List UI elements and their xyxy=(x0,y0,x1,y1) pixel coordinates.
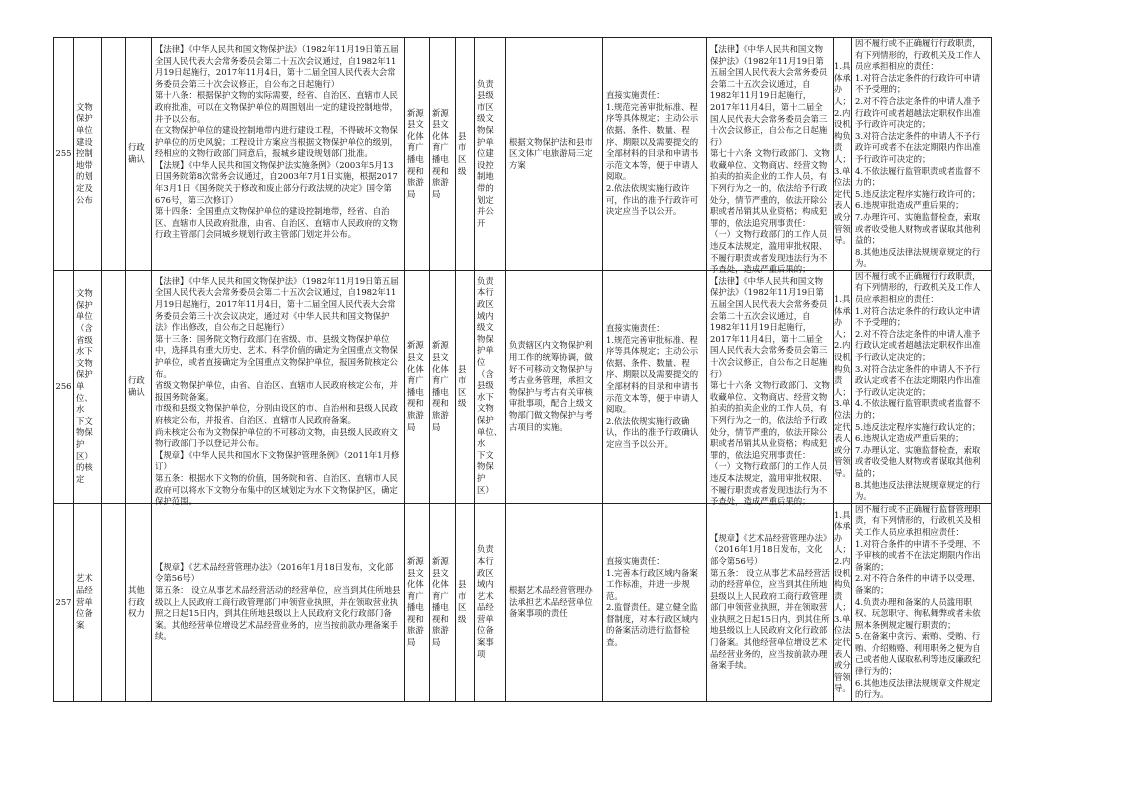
subject-cell: 负责 本行 政区 域内 级文 物保 护单 位 （含 县级 水下 文物 保护 单位、 水 下文 物保 护 区） xyxy=(475,270,506,503)
liability-basis-cell: 【法律】《中华人民共和国文物保护法》（1982年11月19日第五届全国人民代表大会常务委员会第二十五次会议通过，自1982年11月19日起施行，2017年11月4日，第十二届全国人民代表大会常务委员会第三十次会议修正，自公布之日起施行） 第七十六条 文物行政部门、文物收藏单位、文物商店、经营文物拍卖的拍卖企业的工作人员，有下列行为之一的，依法给予行政处分，情节严重的，依法开除公职或者吊销其从业资格；构成犯罪的，依法追究刑事责任： （一）文物行政部门的工作人员违反本法规定，滥用审批权限、不履行职责或者发现违法行为不予查处，造成严重后果的； xyxy=(707,270,834,503)
blank-cell xyxy=(102,503,126,701)
liability-basis-cell: 【法律】《中华人民共和国文物保护法》（1982年11月19日第五届全国人民代表大会常务委员会第二十五次会议通过，自1982年11月19日起施行，2017年11月4日，第十二届全国人民代表大会常务委员会第三十次会议修正，自公布之日起施行） 第七十六条 文物行政部门、文物收藏单位、文物商店、经营文物拍卖的拍卖企业的工作人员，有下列行为之一的，依法给予行政处分，情节严重的，依法开除公职或者吊销其从业资格；构成犯罪的，依法追究刑事责任： （一）文物行政部门的工作人员违反本法规定，滥用审批权限、不履行职责或者发现违法行为不予查处，造成严重后果的； xyxy=(707,38,834,271)
implementation-duty-cell: 直接实施责任： 1.规范完善审批标准、程序等具体规定；主动公示依据、条件、数量、程序、期限以及需要提交的全部材料的目录和申请书示范文本等，便于申请人阅取。 2.依法依规实施行政确认，作出的准予行政确认定应当予以公开。 xyxy=(603,270,707,503)
table-row xyxy=(54,503,992,701)
implementation-duty-cell: 直接实施责任： 1.规范完善审批标准、程序等具体规定；主动公示依据、条件、数量、程序、期限以及需要提交的全部材料的目录和申请书示范文本等，便于申请人阅取。 2.依法依规实施行政许可，作出的准予行政许可决定应当予以公开。 xyxy=(603,38,707,271)
item-name-cell: 艺术 品经 营单 位备 案 xyxy=(74,503,102,701)
power-category-cell: 行政 确认 xyxy=(126,38,152,271)
legal-basis-cell: 【规章】《艺术品经营管理办法》（2016年1月18日发布，文化部令第56号） 第五条： 设立从事艺术品经营活动的经营单位，应当到其住所地县级以上人民政府工商行政管理部门申领营业执照，并在领取营业执照之日起15日内，到其住所地县级以上人民政府文化行政部门备案。其他经营单位增设艺术品经营业务的，应当按前款办理备案手续。 xyxy=(152,503,405,701)
accountability-cell: 因不履行或不正确履行行政职责，有下列情形的，行政机关及工作人员应承担相应的责任： 1.对符合法定条件的行政许可申请不予受理的； 2.对不符合法定条件的申请人准予行政许可或者超越法定职权作出准予行政许可决定的； 3.对符合法定条件的申请人不予行政许可或者不在法定期限内作出准予行政许可决定的； 4.不依法履行监管职责或者监督不力的； 5.违反法定程序实施行政许可的； 6.违规审批造成严重后果的； 7.办理许可、实施监督检查，索取或者收受他人财物或者谋取其他利益的； 8.其他违反法律法规规章规定的行为。 xyxy=(852,38,992,271)
blank-cell xyxy=(102,38,126,271)
liability-subject-cell: 1.具 体承 办人； 2.内 设机 构负 责人； 3.单 位法 定代 表人 或分 管领 导。 xyxy=(834,38,852,271)
legal-basis-cell: 【法律】《中华人民共和国文物保护法》（1982年11月19日第五届全国人民代表大会常务委员会第二十五次会议通过，自1982年11月19日起施行，2017年11月4日，第十二届全国人民代表大会常务委员会第三十次会议修正，自公布之日起施行） 第十八条：根据保护文物的实际需要，经省、自治区、直辖市人民政府批准，可以在文物保护单位的周围划出一定的建设控制地带，并予以公布。 在文物保护单位的建设控制地带内进行建设工程，不得破坏文物保护单位的历史风貌；工程设计方案应当根据文物保护单位的级别，经相应的文物行政部门同意后，报城乡建设规划部门批准。 【法规】《中华人民共和国文物保护法实施条例》（2003年5月13日国务院第8次常务会议通过，自2003年7月1日实施，根据2017年3月1日《国务院关于修改和废止部分行政法规的决定》国令第676号，第三次修订） 第十四条：全国重点文物保护单位的建设控制地带，经省、自治区、直辖市人民政府批准，由省、自治区、直辖市人民政府的文物行政主管部门会同城乡规划行政主管部门划定并公布。 xyxy=(152,38,405,271)
duty-content-cell: 负责辖区内文物保护利用工作的统筹协调，做好不可移动文物保护与考古业务管理，承担文物保护与考古有关审核审批事项，配合上级文物部门做文物保护与考古项目的实施。 xyxy=(506,270,603,503)
implementing-dept-cell: 新源 县文 化体 育广 播电 视和 旅游 局 xyxy=(405,503,430,701)
item-name-cell: 文物 保护 单位 （含 省级 水下 文物 保护 单位、 水 下文 物保 护 区） 的核 定 xyxy=(74,270,102,503)
responsible-dept-cell: 新源 县文 化体 育广 播电 视和 旅游 局 xyxy=(430,38,456,271)
power-category-cell: 行政 确认 xyxy=(126,270,152,503)
liability-basis-cell: 【规章】《艺术品经营管理办法》（2016年1月18日发布，文化部令第56号） 第五条： 设立从事艺术品经营活动的经营单位，应当到其住所地县级以上人民政府工商行政管理部门申领营业执照，并在领取营业执照之日起15日内，到其住所地县级以上人民政府文化行政部门备案。其他经营单位增设艺术品经营业务的，应当按前款办理备案手续。 xyxy=(707,503,834,701)
row-number: 256 xyxy=(54,270,74,503)
level-cell: 县 市 区 级 xyxy=(456,38,475,271)
duty-content-cell: 根据艺术品经营管理办法承担艺术品经营单位备案事项的责任 xyxy=(506,503,603,701)
table-row xyxy=(54,38,992,271)
liability-subject-cell: 1.具 体承 办人； 2.内 设机 构负 责人； 3.单 位法 定代 表人 或分 管领 导。 xyxy=(834,270,852,503)
table-row xyxy=(54,270,992,503)
liability-subject-cell: 1.具 体承 办人； 2.内 设机 构负 责人； 3.单 位法 定代 表人 或分 管领 导。 xyxy=(834,503,852,701)
legal-basis-cell: 【法律】《中华人民共和国文物保护法》（1982年11月19日第五届全国人民代表大会常务委员会第二十五次会议通过，自1982年11月19日起施行，2017年11月4日，第十二届全国人民代表大会常务委员会第三十次会议决定，通过对《中华人民共和国文物保护法》作出修改，自公布之日起施行） 第十三条：国务院文物行政部门在省级、市、县级文物保护单位中，选择具有重大历史、艺术、科学价值的确定为全国重点文物保护单位，或者直接确定为全国重点文物保护单位，报国务院核定公布。 省级文物保护单位，由省、自治区、直辖市人民政府核定公布，并报国务院备案。 市级和县级文物保护单位，分别由设区的市、自治州和县级人民政府核定公布，并报省、自治区、直辖市人民政府备案。 尚未核定公布为文物保护单位的不可移动文物，由县级人民政府文物行政部门予以登记并公布。 【规章】《中华人民共和国水下文物保护管理条例》（2011年1月修订） 第五条：根据水下文物的价值，国务院和省、自治区、直辖市人民政府可以将水下文物分布集中的区域划定为水下文物保护区，确定保护范围。 xyxy=(152,270,405,503)
responsible-dept-cell: 新源 县文 化体 育广 播电 视和 旅游 局 xyxy=(430,270,456,503)
item-name-cell: 文物 保护 单位 建设 控制 地带 的划 定及 公布 xyxy=(74,38,102,271)
accountability-cell: 因不履行或不正确履行监督管理职责，有下列情形的，行政机关及相关工作人员应承担相应责任： 1.对符合条件的申请不予受理、不予审核的或者不在法定期限内作出备案的； 2.对不符合条件的申请予以受理、备案的； 4.负责办理和备案的人员滥用职权、玩忽职守、徇私舞弊或者未依照本条例规定履行职责的； 5.在备案中贪污、索贿、受贿、行贿、介绍贿赂、利用职务之便为自己或者他人谋取私利等违反廉政纪律行为的； 6.其他违反法律法规规章文件规定的行为。 xyxy=(852,503,992,701)
responsible-dept-cell: 新源 县文 化体 育广 播电 视和 旅游 局 xyxy=(430,503,456,701)
implementing-dept-cell: 新源 县文 化体 育广 播电 视和 旅游 局 xyxy=(405,38,430,271)
row-number: 257 xyxy=(54,503,74,701)
row-number: 255 xyxy=(54,38,74,271)
duty-content-cell: 根据文物保护法和县市区文体广电旅游局三定方案 xyxy=(506,38,603,271)
blank-cell xyxy=(102,270,126,503)
power-category-cell: 其他 行政 权力 xyxy=(126,503,152,701)
accountability-cell: 因不履行或不正确履行行政职责，有下列情形的，行政机关及工作人员应承担相应的责任： 1.对符合法定条件的行政认定申请不予受理的； 2.对不符合法定条件的申请人准予行政认定或者超越法定职权作出准予行政认定决定的； 3.对符合法定条件的申请人不予行政认定或者不在法定期限内作出准予行政认定决定的； 4.不依法履行监管职责或者监督不力的； 5.违反法定程序实施行政认定的； 6.违规认定造成严重后果的； 7.办理认定、实施监督检查，索取或者收受他人财物或者谋取其他利益的； 8.其他违反法律法规规章规定的行为。 xyxy=(852,270,992,503)
level-cell: 县 市 区 级 xyxy=(456,503,475,701)
subject-cell: 负责 县级 市区 级文 物保 护单 位建 设控 制地 带的 划定 并公 开 xyxy=(475,38,506,271)
implementing-dept-cell: 新源 县文 化体 育广 播电 视和 旅游 局 xyxy=(405,270,430,503)
power-list-table xyxy=(53,37,992,702)
level-cell: 县 市 区 级 xyxy=(456,270,475,503)
implementation-duty-cell: 直接实施责任： 1.完善本行政区域内备案工作标准，并进一步规范。 2.监督责任。建立健全监督制度，对本行政区域内的备案活动进行监督检查。 xyxy=(603,503,707,701)
subject-cell: 负责 本行 政区 域内 艺术 品经 营单 位备 案事 项 xyxy=(475,503,506,701)
